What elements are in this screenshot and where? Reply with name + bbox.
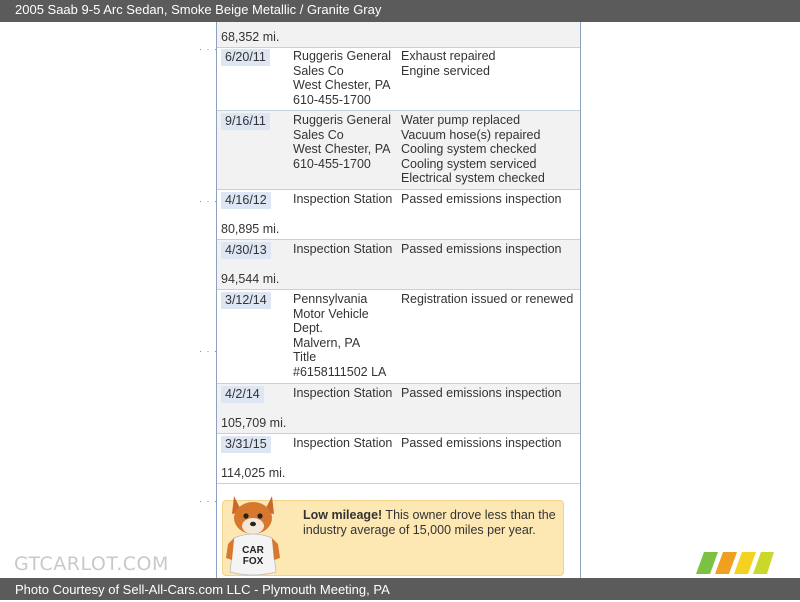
callout-bold: Low mileage!: [303, 508, 383, 522]
record-odometer: 114,025 mi.: [221, 466, 286, 480]
record-date: 6/20/11: [221, 49, 270, 66]
comment-line: Registration issued or renewed: [401, 292, 574, 306]
record-date: 4/30/13: [221, 242, 271, 259]
source-line: Inspection Station: [293, 192, 393, 206]
source-line: Dept.: [293, 321, 323, 336]
record-odometer: 68,352 mi.: [221, 30, 280, 44]
source-line: Sales Co: [293, 63, 344, 78]
source-line: Ruggeris General: [293, 113, 391, 127]
record-comments: [401, 49, 579, 78]
comment-line: Vacuum hose(s) repaired: [401, 127, 541, 142]
comment-line: Passed emissions inspection: [401, 192, 562, 206]
record-date: 3/31/15: [221, 436, 271, 453]
callout-text: This owner drove less than the industry average of 15,000 miles per year.: [303, 508, 556, 537]
record-source: [293, 386, 397, 401]
dot-marker: · · ·: [199, 196, 218, 206]
gtcarlot-watermark: GTCARLOT.COM: [14, 553, 169, 575]
source-line: Inspection Station: [293, 436, 393, 450]
record-comments: [401, 192, 579, 207]
dot-marker: · · ·: [199, 346, 218, 356]
fox-shirt-text: FOX: [242, 556, 264, 567]
title-bar: [0, 0, 800, 22]
history-record: [217, 111, 580, 190]
source-line: Title: [293, 350, 317, 365]
comment-line: Passed emissions inspection: [401, 436, 562, 450]
history-record: [217, 47, 580, 111]
comment-line: Passed emissions inspection: [401, 386, 562, 400]
record-comments: [401, 436, 579, 451]
record-odometer: 80,895 mi.: [221, 222, 280, 236]
vehicle-title: 2005 Saab 9-5 Arc Sedan, Smoke Beige Metallic / Granite Gray: [15, 2, 382, 17]
comment-line: Cooling system serviced: [401, 156, 537, 171]
history-record: [217, 190, 580, 240]
source-line: 610-455-1700: [293, 156, 371, 171]
source-line: West Chester, PA: [293, 142, 391, 157]
comment-line: Exhaust repaired: [401, 49, 496, 63]
record-comments: [401, 242, 579, 257]
history-record: [217, 434, 580, 484]
carfox-mascot-icon: [222, 488, 284, 580]
stripes-logo-icon: [696, 552, 774, 574]
record-source: [293, 113, 397, 171]
source-line: Sales Co: [293, 127, 344, 142]
record-source: [293, 49, 397, 107]
source-line: Pennsylvania: [293, 292, 368, 306]
source-line: West Chester, PA: [293, 78, 391, 93]
record-date: 3/12/14: [221, 292, 271, 309]
source-line: 610-455-1700: [293, 92, 371, 107]
comment-line: Passed emissions inspection: [401, 242, 562, 256]
comment-line: Water pump replaced: [401, 113, 521, 127]
record-comments: [401, 386, 579, 401]
record-source: [293, 436, 397, 451]
record-comments: [401, 292, 579, 307]
history-record: [217, 290, 580, 384]
photo-credit: Photo Courtesy of Sell-All-Cars.com LLC - Plymouth Meeting, PA: [15, 582, 390, 597]
comment-line: Cooling system checked: [401, 142, 537, 157]
record-source: [293, 292, 397, 380]
fox-shirt-text: CAR: [242, 545, 264, 556]
record-source: [293, 242, 397, 257]
source-line: Inspection Station: [293, 386, 393, 400]
dot-marker: · · ·: [199, 44, 218, 54]
source-line: Inspection Station: [293, 242, 393, 256]
record-source: [293, 192, 397, 207]
record-odometer: 94,544 mi.: [221, 272, 280, 286]
footer-bar: [0, 578, 800, 600]
source-line: #6158111502 LA: [293, 364, 387, 379]
record-date: 9/16/11: [221, 113, 270, 130]
callout-message: [303, 508, 558, 538]
record-date: 4/2/14: [221, 386, 264, 403]
history-record: [217, 384, 580, 434]
record-odometer: 105,709 mi.: [221, 416, 287, 430]
source-line: Ruggeris General: [293, 49, 391, 63]
source-line: Motor Vehicle: [293, 306, 369, 321]
record-comments: [401, 113, 579, 186]
comment-line: Electrical system checked: [401, 171, 545, 186]
source-line: Malvern, PA: [293, 335, 361, 350]
comment-line: Engine serviced: [401, 63, 490, 78]
dot-marker: · · ·: [199, 496, 218, 506]
history-record: [217, 240, 580, 290]
record-date: 4/16/12: [221, 192, 271, 209]
